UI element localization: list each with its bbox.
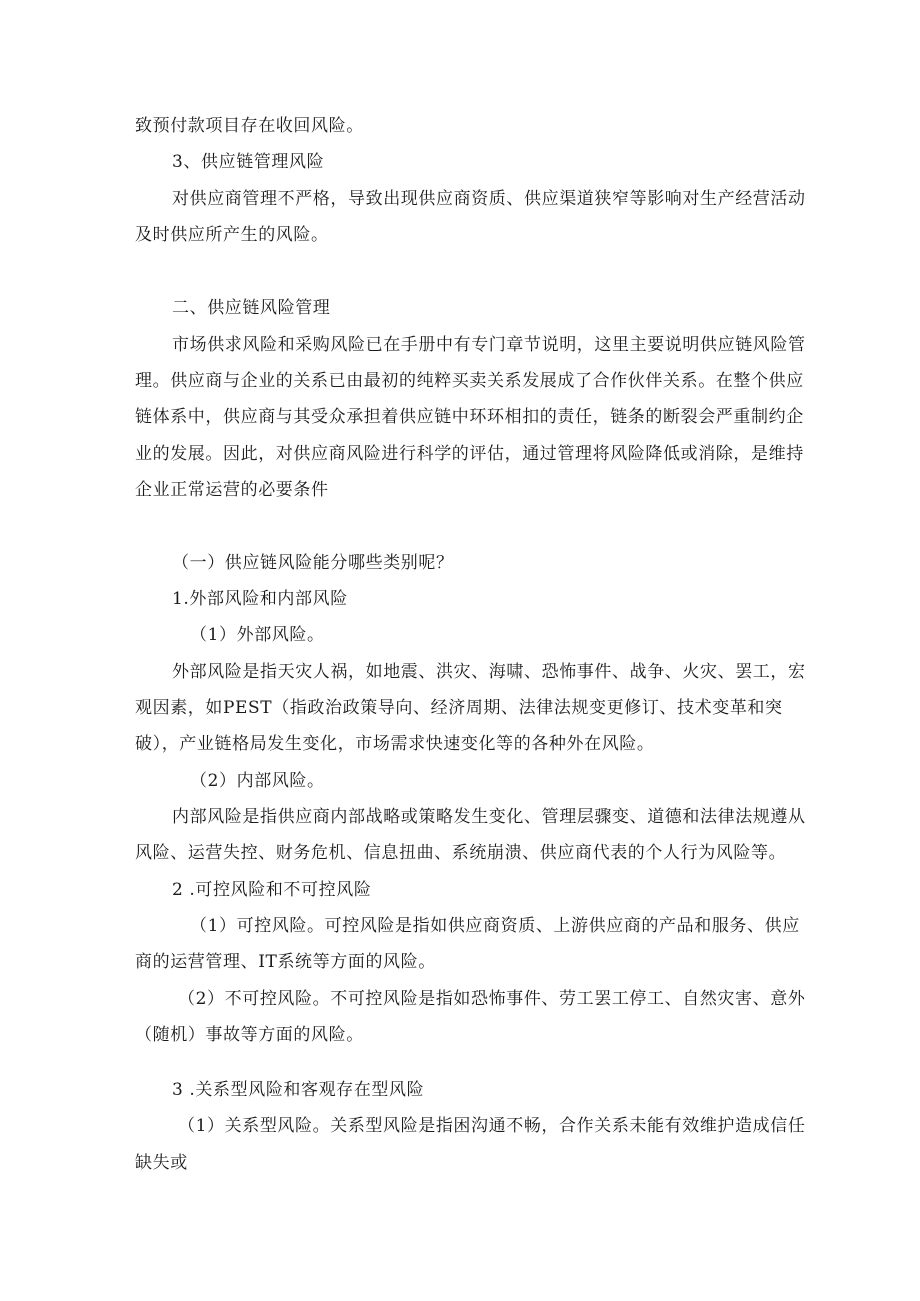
list-subheading: （1）外部风险。	[190, 625, 325, 645]
paragraph-line: （随机）事故等方面的风险。	[135, 1025, 364, 1045]
section-heading: 二、供应链风险管理	[172, 298, 331, 318]
paragraph-line: 破），产业链格局发生变化，市场需求快速变化等的各种外在风险。	[135, 734, 655, 754]
paragraph-line: 链体系中，供应商与其受众承担着供应链中环环相扣的责任，链条的断裂会严重制约企	[135, 407, 804, 427]
subsection-heading: 3、供应链管理风险	[172, 152, 325, 172]
paragraph-line: 对供应商管理不严格，导致出现供应商资质、供应渠道狭窄等影响对生产经营活动	[172, 189, 806, 209]
list-heading: 2 .可控风险和不可控风险	[172, 880, 372, 900]
paragraph-line: 致预付款项目存在收回风险。	[135, 116, 364, 136]
paragraph-line: 外部风险是指天灾人祸，如地震、洪灾、海啸、恐怖事件、战争、火灾、罢工，宏	[172, 662, 806, 682]
paragraph-line: 风险、运营失控、财务危机、信息扭曲、系统崩溃、供应商代表的个人行为风险等。	[135, 843, 787, 863]
list-subheading: （2）内部风险。	[190, 771, 325, 791]
paragraph-line: 市场供求风险和采购风险已在手册中有专门章节说明，这里主要说明供应链风险管	[172, 335, 806, 355]
paragraph-line: （1）可控风险。可控风险是指如供应商资质、上游供应商的产品和服务、供应	[190, 916, 800, 936]
paragraph-line: 及时供应所产生的风险。	[135, 225, 329, 245]
paragraph-line: 缺失或	[135, 1153, 188, 1173]
list-heading: 3 .关系型风险和客观存在型风险	[172, 1080, 425, 1100]
subsection-heading: （一）供应链风险能分哪些类别呢？	[172, 553, 454, 573]
paragraph-line: 业的发展。因此，对供应商风险进行科学的评估，通过管理将风险降低或消除，是维持	[135, 444, 804, 464]
list-heading: 1.外部风险和内部风险	[172, 589, 348, 609]
paragraph-line: 理。供应商与企业的关系已由最初的纯粹买卖关系发展成了合作伙伴关系。在整个供应	[135, 371, 804, 391]
paragraph-line: 内部风险是指供应商内部战略或策略发生变化、管理层骤变、道德和法律法规遵从	[172, 807, 806, 827]
paragraph-line: （1）关系型风险。关系型风险是指困沟通不畅，合作关系未能有效维护造成信任	[178, 1116, 806, 1136]
paragraph-line: 企业正常运营的必要条件	[135, 480, 329, 500]
paragraph-line: 商的运营管理、IT系统等方面的风险。	[135, 952, 436, 972]
paragraph-line: （2）不可控风险。不可控风险是指如恐怖事件、劳工罢工停工、自然灾害、意外	[178, 989, 806, 1009]
paragraph-line: 观因素，如PEST（指政治政策导向、经济周期、法律法规变更修订、技术变革和突	[135, 698, 783, 718]
